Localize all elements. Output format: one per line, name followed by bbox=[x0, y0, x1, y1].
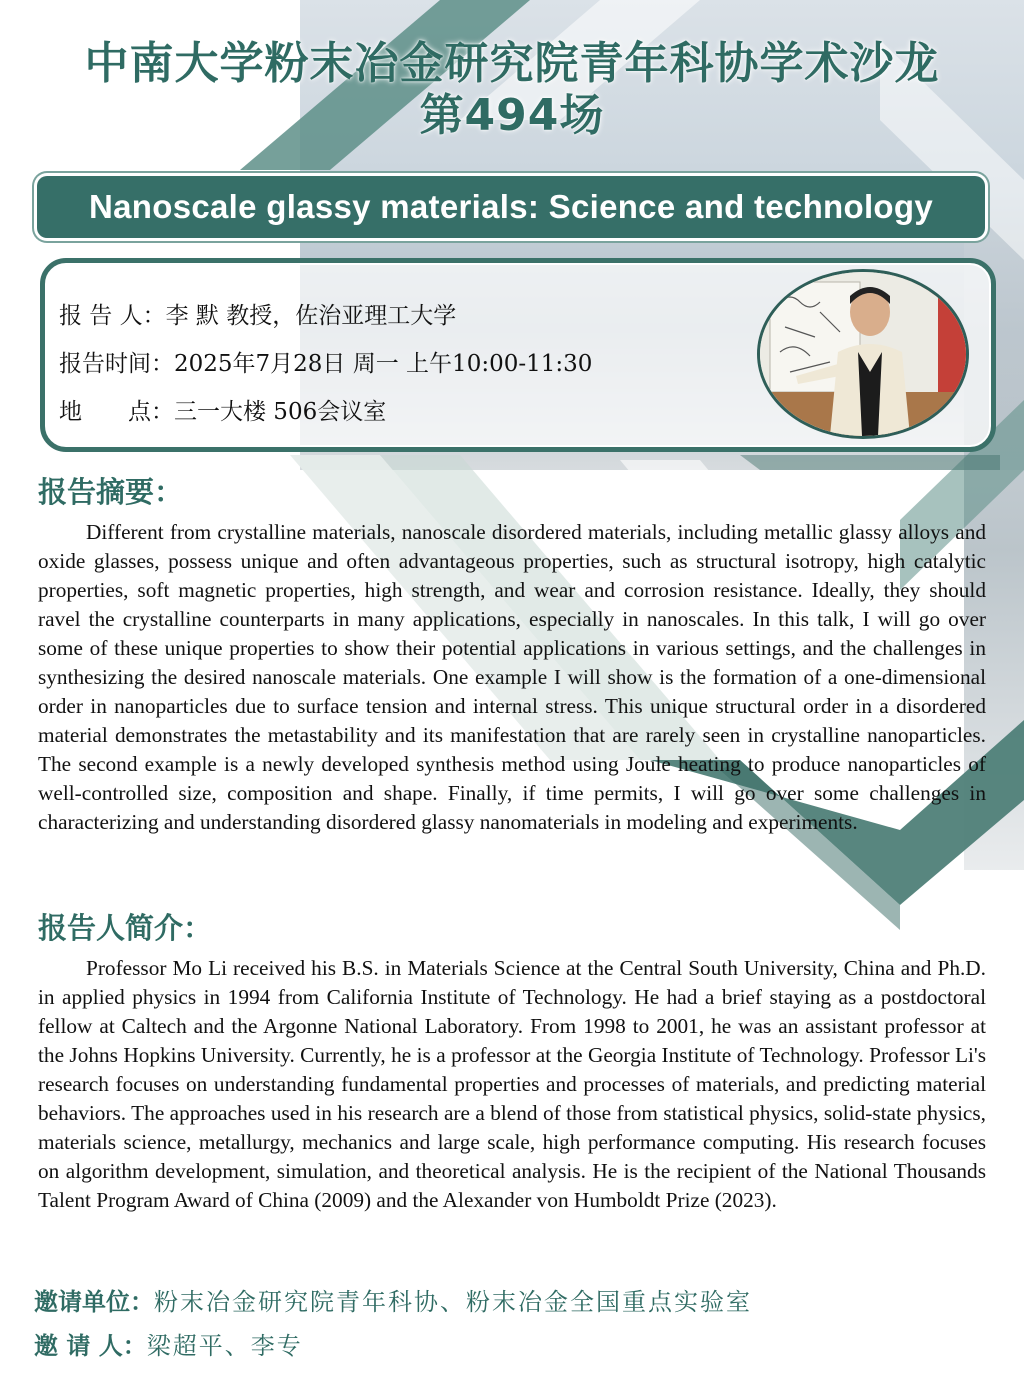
talk-title-banner bbox=[37, 176, 985, 238]
place-row bbox=[59, 393, 386, 426]
inviter-label: 邀 请 人： bbox=[34, 1332, 147, 1360]
talk-title: Nanoscale glassy materials: Science and technology bbox=[89, 188, 933, 225]
speaker-row bbox=[59, 297, 456, 330]
host-value: 粉末冶金研究院青年科协、粉末冶金全国重点实验室 bbox=[154, 1288, 752, 1316]
bio-heading: 报告人简介： bbox=[38, 911, 213, 945]
salon-session-number: 第494场 bbox=[419, 90, 605, 141]
salon-title-line1: 中南大学粉末冶金研究院青年科协学术沙龙 bbox=[84, 38, 940, 89]
time-label: 报告时间： bbox=[59, 351, 174, 377]
speaker-portrait bbox=[757, 269, 969, 439]
abstract-text: Different from crystalline materials, nanoscale disordered materials, including metallic glassy alloys and oxide glasses, possess unique and often advantageous properties, such as structural isotropy, high catalytic properties, soft magnetic properties, high strength, and wear and corrosion resistance. Ideally, they should ravel the crystalline counterparts in many applications, especially in nanoscales. In this talk, I will go over some of these unique properties to show their potential applications in various settings, and the challenges in synthesizing the desired nanoscale materials. One example I will show is the formation of a one-dimensional order in nanoparticles due to surface tension and internal stress. This unique structural order in a disordered material demonstrates the metastability and its manifestation that are rarely seen in crystalline nanoparticles. The second example is a newly developed synthesis method using Joule heating to produce nanoparticles of well-controlled size, composition and shape. Finally, if time permits, I will go over some challenges in characterizing and understanding disordered glassy nanomaterials in modeling and experiments. bbox=[38, 520, 986, 834]
talk-info-card bbox=[40, 258, 996, 452]
speaker-label: 报 告 人： bbox=[59, 303, 166, 329]
host-row bbox=[34, 1282, 752, 1317]
time-row bbox=[59, 345, 592, 378]
host-label: 邀请单位： bbox=[34, 1288, 154, 1316]
speaker-photo-icon bbox=[760, 272, 966, 436]
time-value: 2025年7月28日 周一 上午10:00-11:30 bbox=[174, 351, 593, 377]
abstract-heading: 报告摘要： bbox=[38, 475, 184, 509]
speaker-value: 李 默 教授，佐治亚理工大学 bbox=[165, 303, 457, 329]
inviter-row bbox=[34, 1326, 303, 1361]
place-value: 三一大楼 506会议室 bbox=[174, 399, 387, 425]
inviter-value: 梁超平、李专 bbox=[146, 1332, 303, 1360]
salon-title bbox=[0, 38, 1024, 142]
place-label: 地 点： bbox=[59, 399, 174, 425]
bio-text: Professor Mo Li received his B.S. in Materials Science at the Central South University, China and Ph.D. in applied physics in 1994 from California Institute of Technology. He had a brief staying as a postdoctoral fellow at Caltech and the Argonne National Laboratory. From 1998 to 2001, he was an assistant professor at the Johns Hopkins University. Currently, he is a professor at the Georgia Institute of Technology. Professor Li's research focuses on understanding fundamental properties and processes of materials, and predicting material behaviors. The approaches used in his research are a blend of those from statistical physics, solid-state physics, materials science, metallurgy, mechanics and large scale, high performance computing. His research focuses on algorithm development, simulation, and theoretical analysis. He is the recipient of the National Thousands Talent Program Award of China (2009) and the Alexander von Humboldt Prize (2023). bbox=[38, 956, 986, 1212]
